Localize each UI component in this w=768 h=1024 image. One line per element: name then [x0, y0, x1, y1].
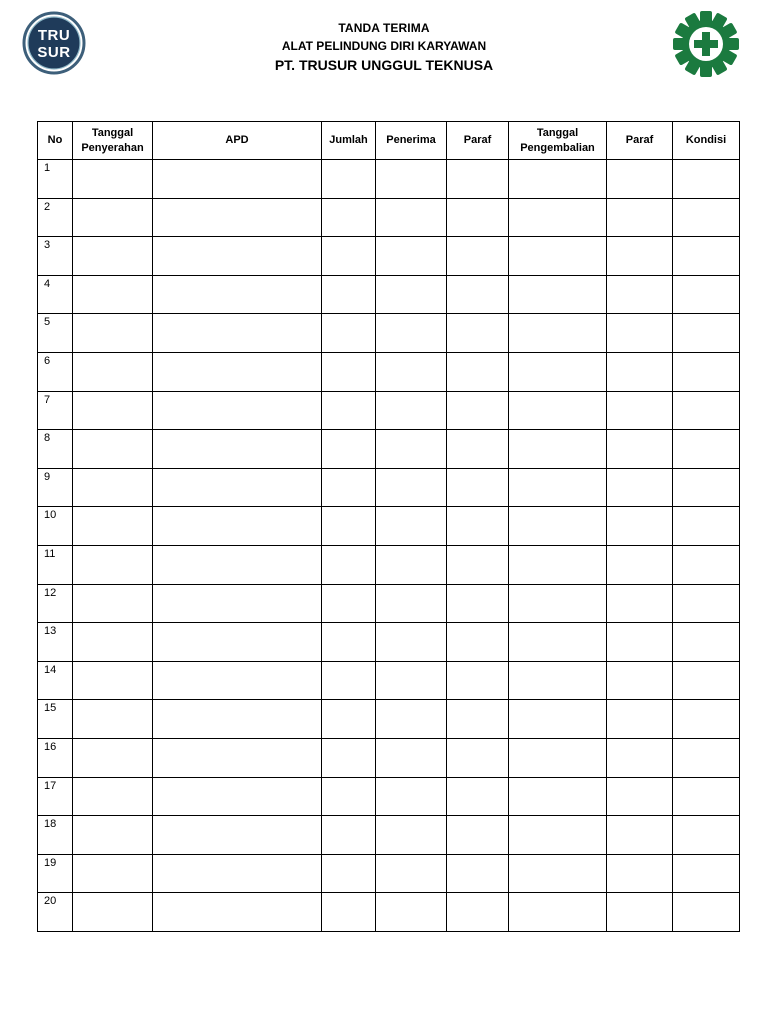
- col-kondisi-cell[interactable]: [673, 816, 740, 855]
- col-kondisi-cell[interactable]: [673, 275, 740, 314]
- col-paraf-1-cell[interactable]: [447, 160, 509, 199]
- col-kondisi-cell[interactable]: [673, 391, 740, 430]
- col-paraf-2-cell[interactable]: [607, 623, 673, 662]
- row-number: 9: [38, 468, 73, 507]
- col-apd-header: APD: [153, 122, 322, 160]
- col-jumlah-cell[interactable]: [322, 700, 376, 739]
- col-paraf-1-cell[interactable]: [447, 391, 509, 430]
- col-tanggal-penyerahan-cell[interactable]: [73, 700, 153, 739]
- row-number: 6: [38, 352, 73, 391]
- col-jumlah-header: Jumlah: [322, 122, 376, 160]
- table-row: [38, 854, 740, 893]
- table-row: [38, 237, 740, 276]
- col-paraf-1-cell[interactable]: [447, 623, 509, 662]
- col-kondisi-cell[interactable]: [673, 352, 740, 391]
- col-tanggal-penyerahan-cell[interactable]: [73, 816, 153, 855]
- col-kondisi-cell[interactable]: [673, 777, 740, 816]
- table-row: [38, 468, 740, 507]
- col-penerima-cell[interactable]: [376, 275, 447, 314]
- col-apd-cell[interactable]: [153, 468, 322, 507]
- col-penerima-cell[interactable]: [376, 160, 447, 199]
- col-penerima-cell[interactable]: [376, 468, 447, 507]
- table-row: [38, 777, 740, 816]
- col-tanggal-pengembalian-cell[interactable]: [509, 854, 607, 893]
- col-apd-cell[interactable]: [153, 623, 322, 662]
- table-row: [38, 430, 740, 469]
- col-paraf-2-cell[interactable]: [607, 738, 673, 777]
- col-apd-cell[interactable]: [153, 198, 322, 237]
- col-paraf-2-cell[interactable]: [607, 314, 673, 353]
- col-tanggal-pengembalian-cell[interactable]: [509, 816, 607, 855]
- apd-receipt-table: [37, 121, 740, 932]
- row-number: 4: [38, 275, 73, 314]
- svg-text:SUR: SUR: [37, 44, 71, 61]
- col-paraf-1-cell[interactable]: [447, 430, 509, 469]
- table-row: [38, 198, 740, 237]
- col-paraf-1-cell[interactable]: [447, 314, 509, 353]
- col-jumlah-cell[interactable]: [322, 893, 376, 932]
- col-tanggal-pengembalian-cell[interactable]: [509, 314, 607, 353]
- col-paraf-1-cell[interactable]: [447, 198, 509, 237]
- col-tanggal-pengembalian-cell[interactable]: [509, 700, 607, 739]
- row-number: 11: [38, 545, 73, 584]
- col-tanggal-penyerahan-cell[interactable]: [73, 198, 153, 237]
- col-tanggal-penyerahan-cell[interactable]: [73, 160, 153, 199]
- col-paraf-2-cell[interactable]: [607, 816, 673, 855]
- col-kondisi-cell[interactable]: [673, 661, 740, 700]
- table-row: [38, 507, 740, 546]
- col-apd-cell[interactable]: [153, 391, 322, 430]
- col-paraf-1-cell[interactable]: [447, 893, 509, 932]
- col-paraf-2-cell[interactable]: [607, 468, 673, 507]
- table-row: [38, 623, 740, 662]
- col-penerima-cell[interactable]: [376, 314, 447, 353]
- col-tanggal-penyerahan-cell[interactable]: [73, 738, 153, 777]
- col-penerima-cell[interactable]: [376, 623, 447, 662]
- col-paraf-2-cell[interactable]: [607, 854, 673, 893]
- col-jumlah-cell[interactable]: [322, 352, 376, 391]
- col-paraf-2-cell[interactable]: [607, 430, 673, 469]
- col-paraf-1-cell[interactable]: [447, 468, 509, 507]
- col-tanggal-penyerahan-cell[interactable]: [73, 314, 153, 353]
- table-row: [38, 275, 740, 314]
- col-kondisi-cell[interactable]: [673, 700, 740, 739]
- col-jumlah-cell[interactable]: [322, 584, 376, 623]
- col-penerima-cell[interactable]: [376, 507, 447, 546]
- col-tanggal-penyerahan-cell[interactable]: [73, 430, 153, 469]
- safety-gear-cross-icon: [672, 10, 740, 78]
- col-tanggal-penyerahan-cell[interactable]: [73, 854, 153, 893]
- col-jumlah-cell[interactable]: [322, 468, 376, 507]
- company-name: PT. TRUSUR UNGGUL TEKNUSA: [274, 57, 494, 73]
- col-kondisi-cell[interactable]: [673, 738, 740, 777]
- col-kondisi-cell[interactable]: [673, 314, 740, 353]
- row-number: 14: [38, 661, 73, 700]
- row-number: 12: [38, 584, 73, 623]
- col-jumlah-cell[interactable]: [322, 777, 376, 816]
- col-apd-cell[interactable]: [153, 661, 322, 700]
- col-kondisi-cell[interactable]: [673, 584, 740, 623]
- col-paraf-1-cell[interactable]: [447, 816, 509, 855]
- col-tanggal-pengembalian-cell[interactable]: [509, 777, 607, 816]
- col-paraf-2-cell[interactable]: [607, 198, 673, 237]
- row-number: 1: [38, 160, 73, 199]
- col-apd-cell[interactable]: [153, 777, 322, 816]
- row-number: 7: [38, 391, 73, 430]
- col-paraf-1-cell[interactable]: [447, 545, 509, 584]
- col-tanggal-pengembalian-cell[interactable]: [509, 661, 607, 700]
- col-apd-cell[interactable]: [153, 507, 322, 546]
- col-jumlah-cell[interactable]: [322, 816, 376, 855]
- col-jumlah-cell[interactable]: [322, 854, 376, 893]
- col-paraf-2-cell[interactable]: [607, 661, 673, 700]
- col-paraf-1-cell[interactable]: [447, 584, 509, 623]
- col-jumlah-cell[interactable]: [322, 160, 376, 199]
- col-jumlah-cell[interactable]: [322, 738, 376, 777]
- col-jumlah-cell[interactable]: [322, 507, 376, 546]
- row-number: 13: [38, 623, 73, 662]
- col-tanggal-pengembalian-cell[interactable]: [509, 430, 607, 469]
- col-penerima-cell[interactable]: [376, 777, 447, 816]
- col-kondisi-cell[interactable]: [673, 430, 740, 469]
- table-body: [38, 160, 740, 932]
- col-tanggal-pengembalian-cell[interactable]: [509, 738, 607, 777]
- col-tanggal-penyerahan-cell[interactable]: [73, 391, 153, 430]
- col-jumlah-cell[interactable]: [322, 391, 376, 430]
- col-penerima-cell[interactable]: [376, 545, 447, 584]
- col-penerima-cell[interactable]: [376, 816, 447, 855]
- table-row: [38, 352, 740, 391]
- col-tanggal-penyerahan-cell[interactable]: [73, 237, 153, 276]
- col-paraf-2-cell[interactable]: [607, 545, 673, 584]
- col-penerima-cell[interactable]: [376, 430, 447, 469]
- col-paraf-2-cell[interactable]: [607, 352, 673, 391]
- col-jumlah-cell[interactable]: [322, 237, 376, 276]
- col-paraf-1-cell[interactable]: [447, 661, 509, 700]
- col-jumlah-cell[interactable]: [322, 430, 376, 469]
- col-jumlah-cell[interactable]: [322, 314, 376, 353]
- col-paraf-2-cell[interactable]: [607, 893, 673, 932]
- col-kondisi-cell[interactable]: [673, 198, 740, 237]
- document-header: [0, 0, 768, 110]
- col-jumlah-cell[interactable]: [322, 623, 376, 662]
- col-paraf-1-header: Paraf: [447, 122, 509, 160]
- col-apd-cell[interactable]: [153, 700, 322, 739]
- col-no-header: No: [38, 122, 73, 160]
- row-number: 15: [38, 700, 73, 739]
- col-penerima-cell[interactable]: [376, 237, 447, 276]
- col-penerima-cell[interactable]: [376, 352, 447, 391]
- table-row: [38, 314, 740, 353]
- col-tanggal-pengembalian-cell[interactable]: [509, 237, 607, 276]
- col-apd-cell[interactable]: [153, 275, 322, 314]
- col-tanggal-penyerahan-cell[interactable]: [73, 507, 153, 546]
- col-paraf-2-cell[interactable]: [607, 237, 673, 276]
- row-number: 16: [38, 738, 73, 777]
- col-jumlah-cell[interactable]: [322, 545, 376, 584]
- col-penerima-cell[interactable]: [376, 391, 447, 430]
- col-apd-cell[interactable]: [153, 430, 322, 469]
- col-penerima-cell[interactable]: [376, 661, 447, 700]
- table-row: [38, 391, 740, 430]
- col-apd-cell[interactable]: [153, 237, 322, 276]
- col-apd-cell[interactable]: [153, 160, 322, 199]
- col-kondisi-cell[interactable]: [673, 160, 740, 199]
- col-tanggal-pengembalian-cell[interactable]: [509, 275, 607, 314]
- col-paraf-2-cell[interactable]: [607, 275, 673, 314]
- col-apd-cell[interactable]: [153, 816, 322, 855]
- col-paraf-2-cell[interactable]: [607, 777, 673, 816]
- col-apd-cell[interactable]: [153, 854, 322, 893]
- col-penerima-header: Penerima: [376, 122, 447, 160]
- col-tanggal-penyerahan-cell[interactable]: [73, 623, 153, 662]
- row-number: 19: [38, 854, 73, 893]
- row-number: 8: [38, 430, 73, 469]
- svg-text:TRU: TRU: [37, 27, 71, 44]
- col-penerima-cell[interactable]: [376, 198, 447, 237]
- col-kondisi-cell[interactable]: [673, 468, 740, 507]
- table-row: [38, 584, 740, 623]
- row-number: 3: [38, 237, 73, 276]
- col-paraf-1-cell[interactable]: [447, 275, 509, 314]
- row-number: 2: [38, 198, 73, 237]
- col-jumlah-cell[interactable]: [322, 661, 376, 700]
- col-tanggal-pengembalian-cell[interactable]: [509, 584, 607, 623]
- document-title-block: [200, 19, 568, 75]
- row-number: 17: [38, 777, 73, 816]
- col-penerima-cell[interactable]: [376, 738, 447, 777]
- col-kondisi-header: Kondisi: [673, 122, 740, 160]
- col-tanggal-pengembalian-cell[interactable]: [509, 623, 607, 662]
- col-tanggal-penyerahan-cell[interactable]: [73, 777, 153, 816]
- col-paraf-1-cell[interactable]: [447, 777, 509, 816]
- col-tanggal-penyerahan-cell[interactable]: [73, 468, 153, 507]
- col-penerima-cell[interactable]: [376, 700, 447, 739]
- col-tanggal-penyerahan-cell[interactable]: [73, 584, 153, 623]
- col-tanggal-penyerahan-cell[interactable]: [73, 661, 153, 700]
- col-paraf-2-cell[interactable]: [607, 584, 673, 623]
- col-kondisi-cell[interactable]: [673, 623, 740, 662]
- col-apd-cell[interactable]: [153, 584, 322, 623]
- col-tanggal-pengembalian-cell[interactable]: [509, 545, 607, 584]
- col-tanggal-penyerahan-cell[interactable]: [73, 275, 153, 314]
- col-kondisi-cell[interactable]: [673, 237, 740, 276]
- col-tanggal-pengembalian-header: Tanggal Pengembalian: [509, 122, 607, 160]
- table-row: [38, 893, 740, 932]
- col-paraf-1-cell[interactable]: [447, 507, 509, 546]
- table-header-row: [38, 122, 740, 160]
- col-jumlah-cell[interactable]: [322, 275, 376, 314]
- row-number: 20: [38, 893, 73, 932]
- title-line-2: ALAT PELINDUNG DIRI KARYAWAN: [281, 39, 487, 53]
- col-tanggal-penyerahan-cell[interactable]: [73, 893, 153, 932]
- row-number: 18: [38, 816, 73, 855]
- col-apd-cell[interactable]: [153, 738, 322, 777]
- table-row: [38, 700, 740, 739]
- col-tanggal-pengembalian-cell[interactable]: [509, 391, 607, 430]
- title-line-1: TANDA TERIMA: [338, 21, 430, 35]
- table-row: [38, 160, 740, 199]
- col-paraf-2-cell[interactable]: [607, 160, 673, 199]
- table-row: [38, 738, 740, 777]
- col-tanggal-pengembalian-cell[interactable]: [509, 468, 607, 507]
- col-paraf-2-cell[interactable]: [607, 507, 673, 546]
- col-penerima-cell[interactable]: [376, 854, 447, 893]
- col-tanggal-penyerahan-cell[interactable]: [73, 352, 153, 391]
- col-paraf-1-cell[interactable]: [447, 738, 509, 777]
- table-row: [38, 545, 740, 584]
- col-tanggal-pengembalian-cell[interactable]: [509, 352, 607, 391]
- col-paraf-1-cell[interactable]: [447, 854, 509, 893]
- col-paraf-2-cell[interactable]: [607, 700, 673, 739]
- col-penerima-cell[interactable]: [376, 584, 447, 623]
- col-tanggal-pengembalian-cell[interactable]: [509, 893, 607, 932]
- col-paraf-1-cell[interactable]: [447, 352, 509, 391]
- col-paraf-2-header: Paraf: [607, 122, 673, 160]
- row-number: 10: [38, 507, 73, 546]
- col-tanggal-pengembalian-cell[interactable]: [509, 507, 607, 546]
- col-apd-cell[interactable]: [153, 352, 322, 391]
- col-kondisi-cell[interactable]: [673, 545, 740, 584]
- col-tanggal-pengembalian-cell[interactable]: [509, 198, 607, 237]
- table-row: [38, 661, 740, 700]
- col-kondisi-cell[interactable]: [673, 507, 740, 546]
- col-apd-cell[interactable]: [153, 893, 322, 932]
- col-penerima-cell[interactable]: [376, 893, 447, 932]
- col-paraf-1-cell[interactable]: [447, 700, 509, 739]
- col-paraf-2-cell[interactable]: [607, 391, 673, 430]
- table-row: [38, 816, 740, 855]
- col-paraf-1-cell[interactable]: [447, 237, 509, 276]
- col-kondisi-cell[interactable]: [673, 893, 740, 932]
- trusur-logo: [22, 11, 86, 75]
- col-tanggal-penyerahan-header: Tanggal Penyerahan: [73, 122, 153, 160]
- col-kondisi-cell[interactable]: [673, 854, 740, 893]
- col-tanggal-pengembalian-cell[interactable]: [509, 160, 607, 199]
- row-number: 5: [38, 314, 73, 353]
- col-apd-cell[interactable]: [153, 545, 322, 584]
- col-tanggal-penyerahan-cell[interactable]: [73, 545, 153, 584]
- col-jumlah-cell[interactable]: [322, 198, 376, 237]
- col-apd-cell[interactable]: [153, 314, 322, 353]
